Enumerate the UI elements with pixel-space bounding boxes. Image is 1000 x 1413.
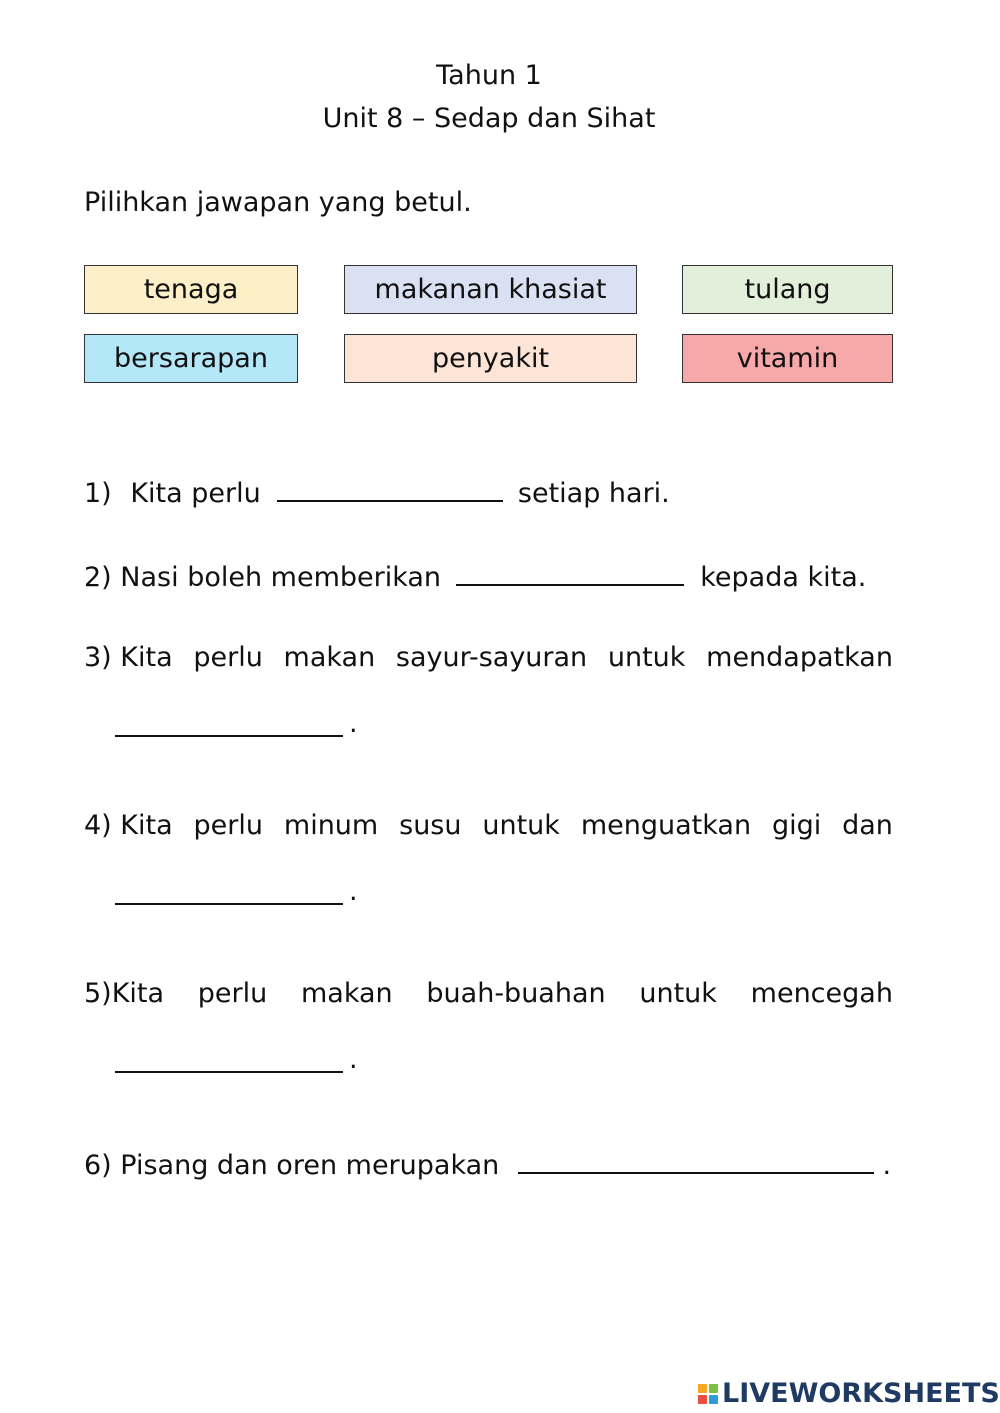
question-5-word: mencegah	[750, 978, 893, 1009]
question-4-period: .	[349, 876, 358, 907]
question-4-word: susu	[399, 810, 462, 841]
word-option-bersarapan[interactable]: bersarapan	[84, 334, 298, 383]
question-5-word: untuk	[639, 978, 717, 1009]
word-option-vitamin[interactable]: vitamin	[682, 334, 893, 383]
word-option-tulang[interactable]: tulang	[682, 265, 893, 314]
question-4-word: 4) Kita	[84, 810, 173, 841]
question-6-period: .	[882, 1150, 892, 1181]
question-1-text-before: Kita perlu	[130, 478, 261, 509]
worksheet-year: Tahun 1	[436, 60, 542, 91]
question-1	[84, 474, 670, 509]
question-5-word: makan	[301, 978, 393, 1009]
question-2	[84, 558, 866, 593]
question-4-word: perlu	[193, 810, 263, 841]
question-2-text-before: 2) Nasi boleh memberikan	[84, 562, 442, 593]
question-4-word: gigi	[771, 810, 822, 841]
question-3-word: 3) Kita	[84, 642, 173, 673]
question-1-number: 1)	[84, 478, 112, 509]
question-5	[84, 978, 893, 1009]
question-2-text-after: kepada kita.	[700, 562, 867, 593]
question-4-word: menguatkan	[580, 810, 752, 841]
worksheet-unit-title: Unit 8 – Sedap dan Sihat	[322, 103, 656, 134]
question-1-text-after: setiap hari.	[517, 478, 670, 509]
question-5-period: .	[349, 1044, 358, 1075]
liveworksheets-logo	[698, 1378, 1000, 1409]
question-3-blank[interactable]	[115, 735, 343, 737]
question-4-word: minum	[283, 810, 379, 841]
question-1-blank[interactable]	[277, 474, 503, 502]
question-4-word: untuk	[482, 810, 560, 841]
question-6	[84, 1146, 891, 1181]
word-option-makanan-khasiat[interactable]: makanan khasiat	[344, 265, 637, 314]
question-3-word: untuk	[607, 642, 686, 673]
instruction-text: Pilihkan jawapan yang betul.	[84, 187, 472, 218]
question-4	[84, 810, 893, 841]
question-3-word: perlu	[193, 642, 263, 673]
question-5-word: 5)Kita	[84, 978, 165, 1009]
question-2-blank[interactable]	[456, 558, 684, 586]
logo-text: LIVEWORKSHEETS	[722, 1378, 1000, 1409]
question-5-word: perlu	[197, 978, 268, 1009]
question-3-period: .	[349, 708, 358, 739]
question-6-text-before: 6) Pisang dan oren merupakan	[84, 1150, 500, 1181]
logo-mark-icon	[698, 1384, 718, 1404]
question-3-word: sayur-sayuran	[395, 642, 588, 673]
question-5-word: buah-buahan	[426, 978, 606, 1009]
question-6-blank[interactable]	[518, 1146, 874, 1174]
question-3-word: mendapatkan	[706, 642, 893, 673]
question-3	[84, 642, 893, 673]
question-5-blank[interactable]	[115, 1071, 343, 1073]
word-option-tenaga[interactable]: tenaga	[84, 265, 298, 314]
question-4-blank[interactable]	[115, 903, 343, 905]
word-option-penyakit[interactable]: penyakit	[344, 334, 637, 383]
question-4-word: dan	[842, 810, 893, 841]
question-3-word: makan	[283, 642, 376, 673]
